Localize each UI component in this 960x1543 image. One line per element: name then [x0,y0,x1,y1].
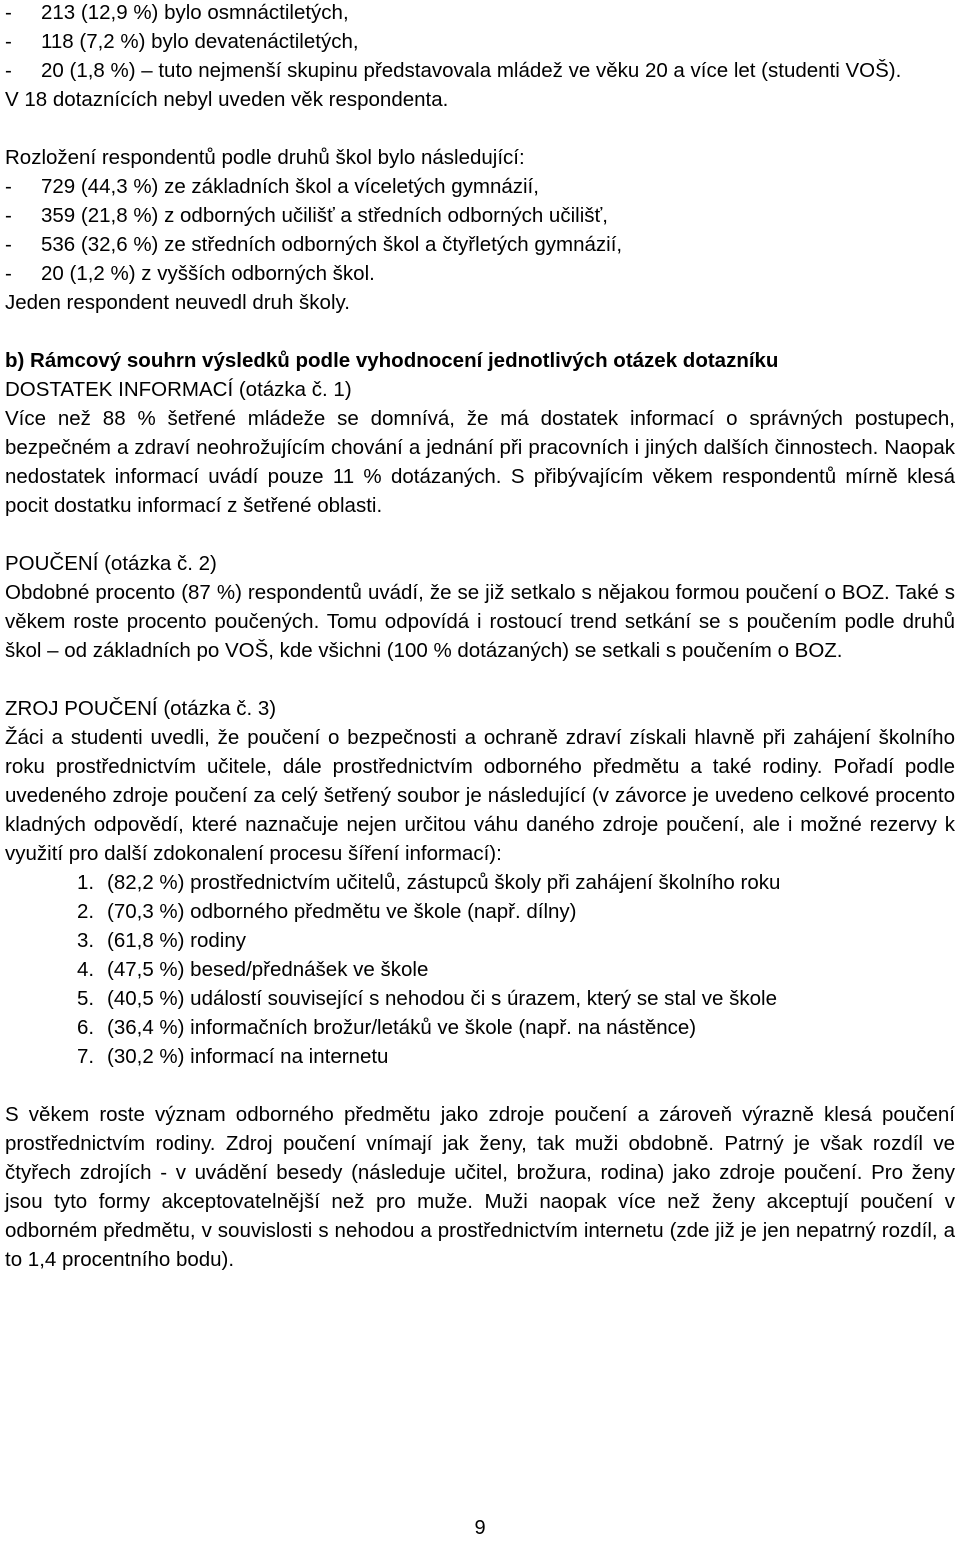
page-number: 9 [474,1517,486,1539]
list-item [5,1013,955,1042]
item-text: (82,2 %) prostřednictvím učitelů, zástupců školy při zahájení školního roku [107,871,781,894]
item-number: 6. [77,1016,95,1039]
q1-text: Více než 88 % šetřené mládeže se domnívá, že má dostatek informací o správných postupech, bezpečném a zdraví neohrožujícím chování a jednání při pracovních i jiných dalších činnostech. Naopak nedostatek informací uvádí pouze 11 % dotázaných. S přibývajícím věkem respondentů mírně klesá pocit dostatku informací z šetřené oblasti. [5,407,955,517]
list-item: - 118 (7,2 %) bylo devatenáctiletých, [5,27,955,56]
age-note: V 18 dotaznících nebyl uveden věk respondenta. [5,88,449,111]
spacer [5,1071,955,1100]
item-text: (70,3 %) odborného předmětu ve škole (např. dílny) [107,900,577,923]
list-item [5,984,955,1013]
item-number: 3. [77,929,95,952]
list-item: - 213 (12,9 %) bylo osmnáctiletých, [5,0,955,27]
q3-text: Žáci a studenti uvedli, že poučení o bezpečnosti a ochraně zdraví získali hlavně při zahájení školního roku prostřednictvím učitele, dále prostřednictvím odborného předmětu a také rodiny. Pořadí podle uvedeného zdroje poučení za celý šetřený soubor je následující (v závorce je uvedeno celkové procento kladných odpovědí, které naznačuje nejen určitou váhu daného zdroje poučení, ale i možné rezervy k využití pro další zdokonalení procesu šíření informací): [5,726,955,865]
item-number: 5. [77,987,95,1010]
spacer [5,114,955,143]
list-item [5,955,955,984]
list-item: - 359 (21,8 %) z odborných učilišť a středních odborných učilišť, [5,201,955,230]
item-text: (61,8 %) rodiny [107,929,247,952]
item-text: (36,4 %) informačních brožur/letáků ve škole (např. na nástěnce) [107,1016,697,1039]
section-b-heading: b) Rámcový souhrn výsledků podle vyhodnocení jednotlivých otázek dotazníku [5,349,779,372]
age-list [5,0,955,85]
list-item: - 536 (32,6 %) ze středních odborných škol a čtyřletých gymnázií, [5,230,955,259]
spacer [5,520,955,549]
source-list [5,868,955,1071]
school-note: Jeden respondent neuvedl druh školy. [5,291,350,314]
list-item: - 729 (44,3 %) ze základních škol a víceletých gymnázií, [5,172,955,201]
item-text: (40,5 %) událostí související s nehodou či s úrazem, který se stal ve škole [107,987,777,1010]
list-item [5,868,955,897]
q2-heading: POUČENÍ (otázka č. 2) [5,552,217,575]
item-number: 1. [77,871,95,894]
school-list [5,172,955,288]
document-page [5,0,955,1274]
q2-text: Obdobné procento (87 %) respondentů uvádí, že se již setkalo s nějakou formou poučení o BOZ. Také s věkem roste procento poučených. Tomu odpovídá i rostoucí trend setkání se s poučením podle druhů škol – od základních po VOŠ, kde všichni (100 % dotázaných) se setkali s poučením o BOZ. [5,581,955,662]
school-intro: Rozložení respondentů podle druhů škol bylo následující: [5,146,525,169]
list-item [5,1042,955,1071]
list-item [5,897,955,926]
q1-heading: DOSTATEK INFORMACÍ (otázka č. 1) [5,378,352,401]
item-number: 2. [77,900,95,923]
item-text: (47,5 %) besed/přednášek ve škole [107,958,429,981]
q3-heading: ZROJ POUČENÍ (otázka č. 3) [5,697,277,720]
list-item: - 20 (1,2 %) z vyšších odborných škol. [5,259,955,288]
list-item [5,926,955,955]
spacer [5,317,955,346]
spacer [5,665,955,694]
list-item: - 20 (1,8 %) – tuto nejmenší skupinu představovala mládež ve věku 20 a více let (studenti VOŠ). [5,56,955,85]
item-text: (30,2 %) informací na internetu [107,1045,389,1068]
item-number: 4. [77,958,95,981]
q3-closing: S věkem roste význam odborného předmětu jako zdroje poučení a zároveň výrazně klesá poučení prostřednictvím rodiny. Zdroj poučení vnímají jak ženy, tak muži obdobně. Patrný je však rozdíl ve čtyřech zdrojích - v uvádění besedy (následuje učitel, brožura, rodina) jako zdroje poučení. Pro ženy jsou tyto formy akceptovatelnější než pro muže. Muži naopak více než ženy akceptují poučení v odborném předmětu, v souvislosti s nehodou a prostřednictvím internetu (zde již je jen nepatrný rozdíl, a to 1,4 procentního bodu). [5,1103,955,1271]
item-number: 7. [77,1045,95,1068]
